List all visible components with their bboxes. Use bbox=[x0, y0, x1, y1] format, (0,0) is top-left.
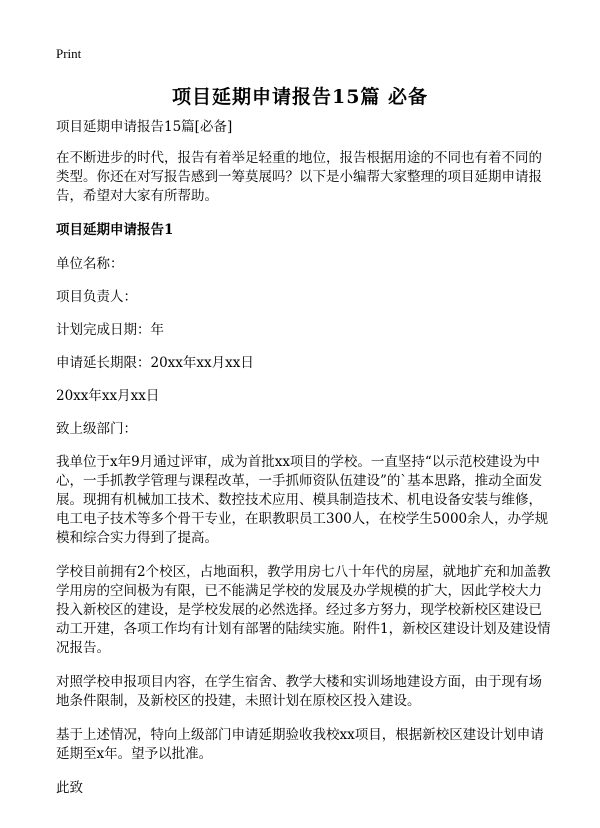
body-paragraph: 学校目前拥有2个校区，占地面积，教学用房七八十年代的房屋，就地扩充和加盖教学用房的空间极为有限，已不能满足学校的发展及办学规模的扩大，因此学校大力投入新校区的建设，是学校发展的必然选择。经过多方努力，现学校新校区建设已动工开建，各项工作均有计划有部署的陆续实施。附件1，新校区建设计划及建设情况报告。 bbox=[56, 564, 551, 656]
field-project-lead: 项目负责人： bbox=[56, 289, 137, 305]
document-subtitle: 项目延期申请报告15篇[必备] bbox=[56, 119, 233, 135]
field-planned-date: 计划完成日期：年 bbox=[56, 322, 164, 338]
body-paragraph: 基于上述情况，特向上级部门申请延期验收我校xx项目，根据新校区建设计划申请延期至x年。望予以批准。 bbox=[56, 727, 544, 762]
field-recipient: 致上级部门： bbox=[56, 421, 137, 437]
section-heading: 项目延期申请报告1 bbox=[56, 222, 174, 238]
field-extension-date: 申请延长期限：20xx年xx月xx日 bbox=[56, 355, 254, 371]
document-body bbox=[56, 118, 551, 812]
body-paragraph: 对照学校申报项目内容，在学生宿舍、教学大楼和实训场地建设方面，由于现有场地条件限制，及新校区的投建，未照计划在原校区投入建设。 bbox=[56, 674, 542, 709]
body-paragraph: 我单位于x年9月通过评审，成为首批xx项目的学校。一直坚持“以示范校建设为中心，一手抓教学管理与课程改革，一手抓师资队伍建设”的`基本思路，推动全面发展。现拥有机械加工技术、数控技术应用、模具制造技术、机电设备安装与维修，电工电子技术等多个骨干专业，在职教职员工300人，在校学生5000余人，办学规模和综合实力得到了提高。 bbox=[56, 454, 549, 546]
print-link[interactable]: Print bbox=[56, 46, 82, 61]
field-date-line: 20xx年xx月xx日 bbox=[56, 388, 160, 404]
closing-line: 此致 bbox=[56, 780, 83, 796]
field-unit-name: 单位名称： bbox=[56, 256, 124, 272]
intro-paragraph: 在不断进步的时代，报告有着举足轻重的地位，报告根据用途的不同也有着不同的类型。你还在对写报告感到一筹莫展吗？以下是小编帮大家整理的项目延期申请报告，希望对大家有所帮助。 bbox=[56, 150, 542, 204]
page-title: 项目延期申请报告15篇 必备 bbox=[171, 86, 429, 108]
